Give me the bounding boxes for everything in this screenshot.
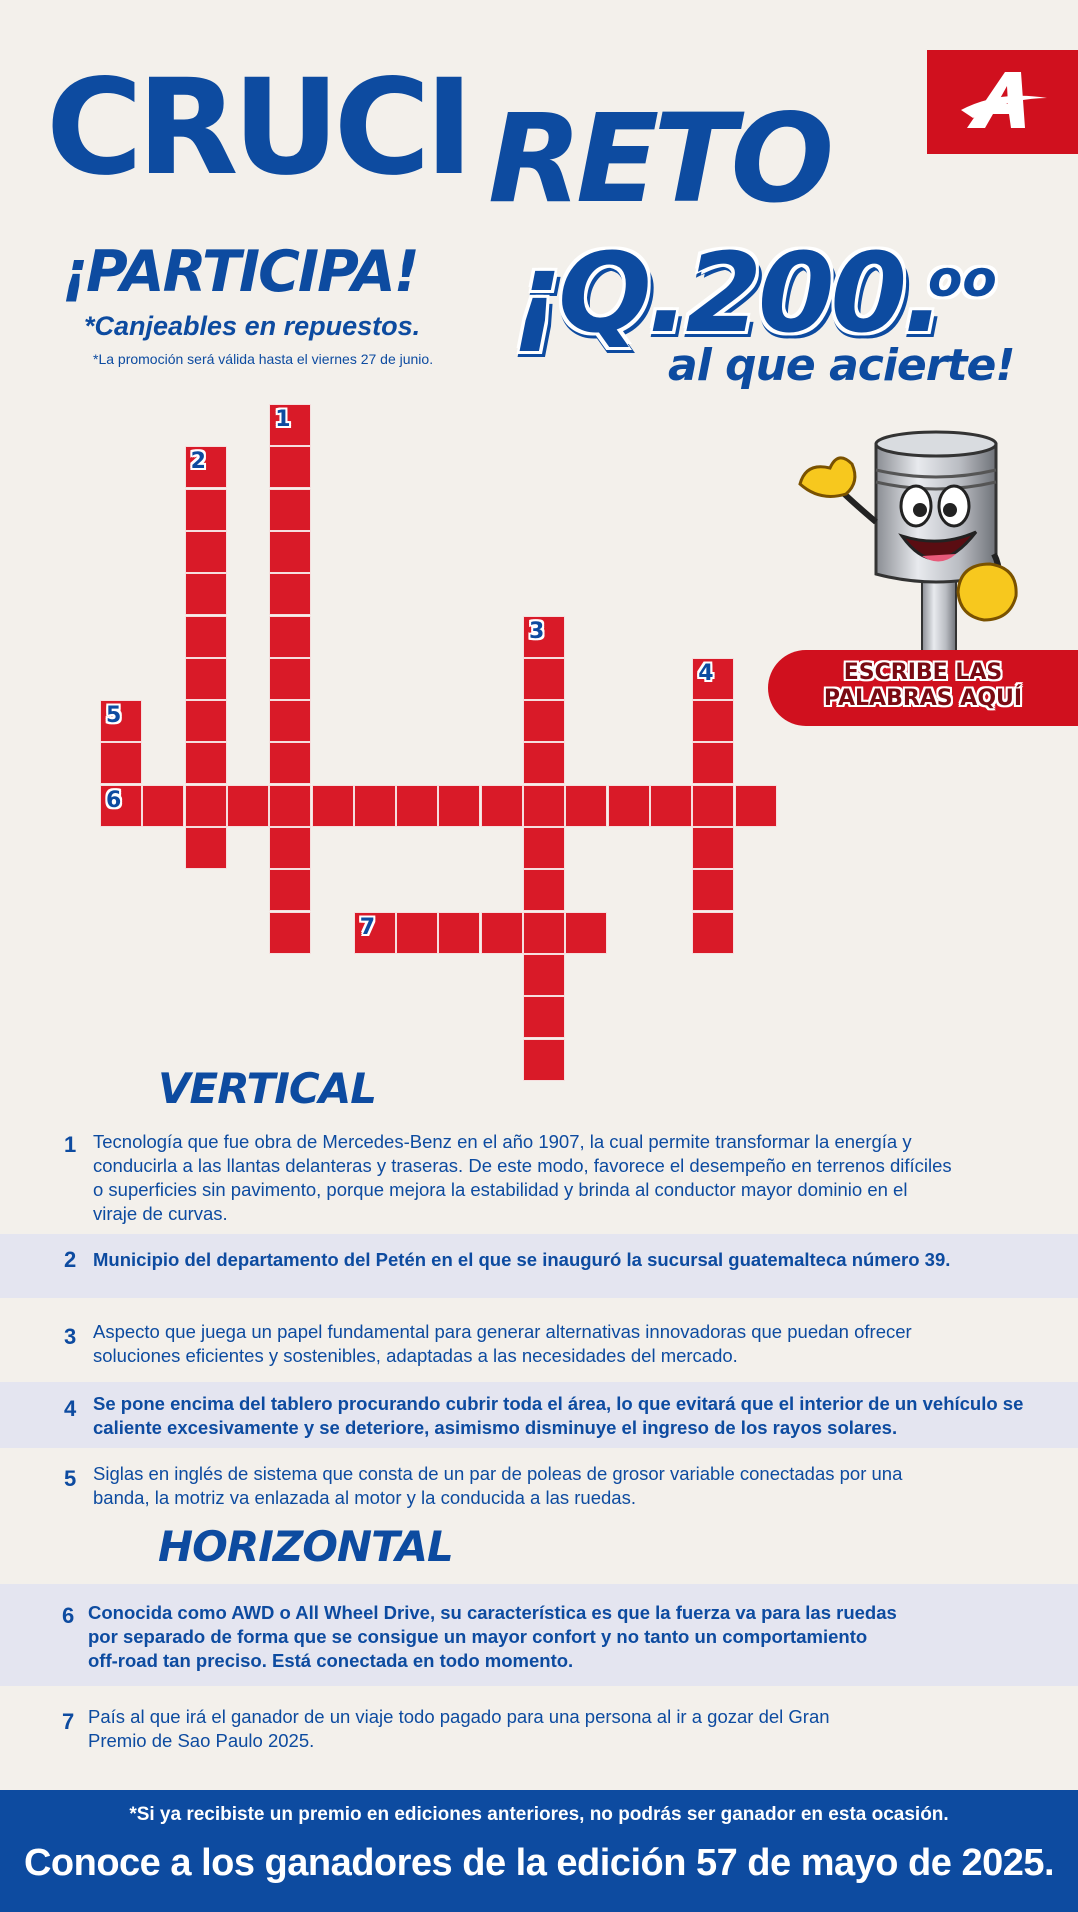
crossword-number-3: 3: [529, 618, 545, 644]
crossword-cell[interactable]: [523, 827, 565, 869]
clue-number-5: 5: [64, 1466, 77, 1491]
clue-text-3: Aspecto que juega un papel fundamental para generar alternativas innovadoras que puedan ofrecer soluciones eficientes y sostenibles, adaptadas a las necesidades del mercado.: [93, 1321, 912, 1366]
crossword-cell[interactable]: [269, 827, 311, 869]
crossword-cell[interactable]: [692, 869, 734, 911]
clue-text-7: País al que irá el ganador de un viaje todo pagado para una persona al ir a gozar del Gran Premio de Sao Paulo 2025.: [88, 1706, 830, 1751]
footer-disclaimer: *Si ya recibiste un premio en ediciones anteriores, no podrás ser ganador en esta ocasión.: [129, 1804, 949, 1825]
crossword-cell[interactable]: [565, 785, 607, 827]
crossword-number-2: 2: [190, 449, 206, 475]
crossword-number-5: 5: [106, 703, 122, 729]
crossword-cell[interactable]: [481, 785, 523, 827]
crossword-cell[interactable]: [692, 827, 734, 869]
write-words-here-banner: [768, 650, 1078, 726]
crossword-number-7: 7: [359, 914, 376, 940]
crossword-cell[interactable]: [185, 742, 227, 784]
clue-text-4: Se pone encima del tablero procurando cubrir toda el área, lo que evitará que el interior de un vehículo se caliente excesivamente y se deteriore, asimismo disminuye el ingreso de los rayos solares.: [93, 1393, 1024, 1438]
crossword-cell[interactable]: [269, 658, 311, 700]
subtitle: *Canjeables en repuestos.: [84, 311, 421, 341]
title-reto: RETO: [488, 88, 829, 230]
crossword-cell[interactable]: [523, 742, 565, 784]
prize-amount: ¡Q.200.: [512, 229, 941, 357]
crossword-cell[interactable]: [692, 742, 734, 784]
crossword-cell[interactable]: [523, 1039, 565, 1081]
crossword-cell[interactable]: [269, 616, 311, 658]
crossword-cell[interactable]: [185, 531, 227, 573]
clue-text-6: Conocida como AWD o All Wheel Drive, su característica es que la fuerza va para las ruedas por separado de forma que se consigue un mayor confort y no tanto un comportamiento off-road tan preciso. Está conectada en todo momento.: [88, 1602, 897, 1671]
crossword-cell[interactable]: [100, 742, 142, 784]
footer-bar: [0, 1790, 1078, 1912]
crossword-cell[interactable]: [523, 869, 565, 911]
crossword-number-4: 4: [698, 660, 714, 686]
crossword-cell[interactable]: [523, 954, 565, 996]
crossword-cell[interactable]: [523, 658, 565, 700]
vertical-heading: VERTICAL: [158, 1064, 377, 1113]
title-cruci: CRUCI: [46, 51, 468, 205]
horizontal-heading: HORIZONTAL: [158, 1522, 453, 1571]
clue-number-6: 6: [62, 1603, 75, 1628]
crossword-cell[interactable]: [269, 573, 311, 615]
crossword-cell[interactable]: [565, 912, 607, 954]
clue-number-3: 3: [64, 1324, 77, 1349]
crossword-cell[interactable]: [481, 912, 523, 954]
crossword-cell[interactable]: [523, 700, 565, 742]
crossword-cell[interactable]: [269, 700, 311, 742]
crossword-cell[interactable]: [396, 912, 438, 954]
crossword-cell[interactable]: [269, 912, 311, 954]
crossword-cell[interactable]: [608, 785, 650, 827]
clue-number-2: 2: [64, 1247, 77, 1272]
crossword-cell[interactable]: [312, 785, 354, 827]
prize-tagline: al que acierte!: [668, 340, 1015, 391]
participa-heading: ¡PARTICIPA!: [62, 239, 418, 305]
crossword-number-1: 1: [275, 407, 291, 432]
clue-number-7: 7: [62, 1709, 75, 1734]
crossword-cell[interactable]: [185, 827, 227, 869]
crossword-cell[interactable]: [692, 785, 734, 827]
crossword-cell[interactable]: [650, 785, 692, 827]
crossword-cell[interactable]: [185, 489, 227, 531]
crossword-cell[interactable]: [185, 785, 227, 827]
crossword-cell[interactable]: [692, 912, 734, 954]
crossword-cell[interactable]: [185, 616, 227, 658]
crossword-cell[interactable]: [523, 996, 565, 1038]
winners-link[interactable]: Conoce a los ganadores de la edición 57 de mayo de 2025.: [23, 1842, 1055, 1884]
crossword-cell[interactable]: [185, 573, 227, 615]
crossword-cell[interactable]: [396, 785, 438, 827]
crossword-cell[interactable]: [438, 785, 480, 827]
clue-number-1: 1: [64, 1132, 77, 1157]
banner-line-1: ESCRIBE LAS: [843, 660, 1003, 685]
brand-logo: [927, 50, 1078, 154]
crossword-cell[interactable]: [269, 742, 311, 784]
crossword-cell[interactable]: [269, 489, 311, 531]
crossword-cell[interactable]: [269, 869, 311, 911]
crossword-cell[interactable]: [269, 531, 311, 573]
crossword-cell[interactable]: [269, 446, 311, 488]
clue-text-1: Tecnología que fue obra de Mercedes-Benz en el año 1907, la cual permite transformar la energía y conducirla a las llantas delanteras y traseras. De este modo, favorece el desempeño en terrenos difíciles o superficies sin pavimento, porque mejora la estabilidad y brinda al conductor mayor dominio en el viraje de curvas.: [93, 1131, 952, 1224]
crossword-cell[interactable]: [185, 658, 227, 700]
crossword-cell[interactable]: [227, 785, 269, 827]
clue-text-2: Municipio del departamento del Petén en el que se inauguró la sucursal guatemalteca número 39.: [93, 1249, 951, 1270]
banner-line-2: PALABRAS AQUÍ: [823, 686, 1023, 711]
crossword-cell[interactable]: [438, 912, 480, 954]
crossword-cell[interactable]: [692, 700, 734, 742]
crossword-cell[interactable]: [523, 785, 565, 827]
clue-text-5: Siglas en inglés de sistema que consta de un par de poleas de grosor variable conectadas por una banda, la motriz va enlazada al motor y la conducida a las ruedas.: [93, 1463, 903, 1508]
prize-cents: oo: [928, 250, 997, 308]
crossword-cell[interactable]: [735, 785, 777, 827]
clue-number-4: 4: [64, 1396, 77, 1421]
piston-mascot-icon: [790, 424, 1030, 654]
crossword-cell[interactable]: [185, 700, 227, 742]
validity-note: *La promoción será válida hasta el viernes 27 de junio.: [93, 351, 434, 367]
brand-logo-icon: [959, 68, 1049, 132]
crossword-cell[interactable]: [354, 785, 396, 827]
crossword-cell[interactable]: [269, 785, 311, 827]
crossword-number-6: 6: [106, 787, 122, 813]
crossword-cell[interactable]: [142, 785, 184, 827]
crossword-cell[interactable]: [523, 912, 565, 954]
